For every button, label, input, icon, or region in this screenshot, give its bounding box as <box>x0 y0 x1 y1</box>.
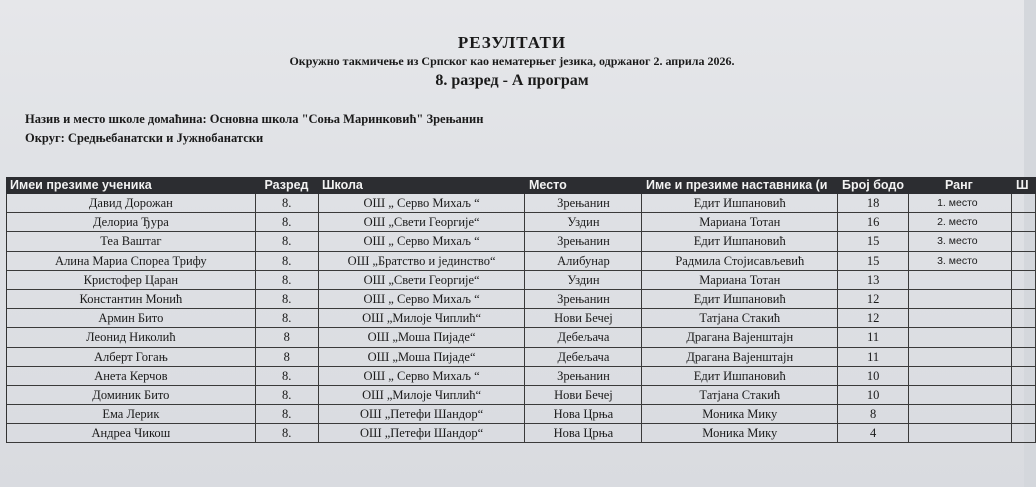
table-row <box>7 271 1036 290</box>
place-cell: Алибунар <box>525 252 642 270</box>
grade-heading: 8. разред - А програм <box>435 72 589 89</box>
points-cell: 8 <box>838 405 909 423</box>
points-cell: 13 <box>838 271 909 289</box>
district-line: Округ: Средњебанатски и Јужнобанатски <box>25 131 264 145</box>
teacher-cell: Радмила Стојисављевић <box>642 252 838 270</box>
table-body <box>6 194 1036 443</box>
place-cell: Уздин <box>525 271 642 289</box>
column-header-points: Број бодо <box>842 178 904 192</box>
extra-cell <box>1012 386 1036 404</box>
rank-cell: 3. место <box>909 232 1012 250</box>
grade-cell: 8. <box>256 386 319 404</box>
place-cell: Зрењанин <box>525 232 642 250</box>
school-cell: ОШ „Милоје Чиплић“ <box>319 386 526 404</box>
student-name-cell: Делориа Ђура <box>7 213 256 231</box>
extra-cell <box>1012 194 1036 212</box>
school-cell: ОШ „Свети Георгије“ <box>319 213 526 231</box>
student-name-cell: Давид Дорожан <box>7 194 256 212</box>
column-header-place: Место <box>529 178 567 192</box>
student-name-cell: Алина Мариа Спореа Трифу <box>7 252 256 270</box>
rank-cell <box>909 290 1012 308</box>
rank-cell: 3. место <box>909 252 1012 270</box>
teacher-cell: Едит Ишпановић <box>642 290 838 308</box>
teacher-cell: Моника Мику <box>642 405 838 423</box>
table-row <box>7 194 1036 213</box>
grade-cell: 8. <box>256 309 319 327</box>
school-cell: ОШ „Моша Пијаде“ <box>319 348 526 366</box>
extra-cell <box>1012 405 1036 423</box>
extra-cell <box>1012 232 1036 250</box>
rank-cell <box>909 386 1012 404</box>
school-cell: ОШ „ Серво Михаљ “ <box>319 367 526 385</box>
extra-cell <box>1012 309 1036 327</box>
points-cell: 12 <box>838 309 909 327</box>
grade-cell: 8 <box>256 348 319 366</box>
teacher-cell: Мариана Тотан <box>642 271 838 289</box>
rank-cell <box>909 309 1012 327</box>
column-header-school: Школа <box>322 178 363 192</box>
points-cell: 10 <box>838 386 909 404</box>
student-name-cell: Доминик Бито <box>7 386 256 404</box>
table-row <box>7 232 1036 251</box>
points-cell: 4 <box>838 424 909 442</box>
table-row <box>7 252 1036 271</box>
teacher-cell: Драгана Вајенштајн <box>642 348 838 366</box>
place-cell: Нова Црња <box>525 405 642 423</box>
student-name-cell: Ема Лерик <box>7 405 256 423</box>
rank-cell: 1. место <box>909 194 1012 212</box>
grade-cell: 8. <box>256 424 319 442</box>
place-cell: Зрењанин <box>525 194 642 212</box>
school-cell: ОШ „Свети Георгије“ <box>319 271 526 289</box>
points-cell: 18 <box>838 194 909 212</box>
school-cell: ОШ „Милоје Чиплић“ <box>319 309 526 327</box>
rank-cell <box>909 367 1012 385</box>
place-cell: Зрењанин <box>525 367 642 385</box>
competition-subtitle: Окружно такмичење из Српског као нематерњег језика, одржаног 2. априла 2026. <box>289 54 735 68</box>
rank-cell <box>909 405 1012 423</box>
points-cell: 11 <box>838 348 909 366</box>
teacher-cell: Едит Ишпановић <box>642 194 838 212</box>
student-name-cell: Алберт Гогањ <box>7 348 256 366</box>
school-cell: ОШ „Братство и јединство“ <box>319 252 526 270</box>
rank-cell <box>909 271 1012 289</box>
grade-cell: 8. <box>256 232 319 250</box>
teacher-cell: Едит Ишпановић <box>642 367 838 385</box>
points-cell: 11 <box>838 328 909 346</box>
table-row <box>7 386 1036 405</box>
student-name-cell: Анета Керчов <box>7 367 256 385</box>
points-cell: 16 <box>838 213 909 231</box>
school-cell: ОШ „Петефи Шандор“ <box>319 405 526 423</box>
school-cell: ОШ „Петефи Шандор“ <box>319 424 526 442</box>
teacher-cell: Мариана Тотан <box>642 213 838 231</box>
teacher-cell: Моника Мику <box>642 424 838 442</box>
teacher-cell: Татјана Стакић <box>642 309 838 327</box>
table-row <box>7 213 1036 232</box>
teacher-cell: Татјана Стакић <box>642 386 838 404</box>
points-cell: 15 <box>838 232 909 250</box>
school-cell: ОШ „ Серво Михаљ “ <box>319 194 526 212</box>
column-header-grade: Разред <box>264 178 309 192</box>
table-row <box>7 290 1036 309</box>
teacher-cell: Едит Ишпановић <box>642 232 838 250</box>
points-cell: 10 <box>838 367 909 385</box>
grade-cell: 8. <box>256 213 319 231</box>
place-cell: Уздин <box>525 213 642 231</box>
place-cell: Зрењанин <box>525 290 642 308</box>
extra-cell <box>1012 252 1036 270</box>
student-name-cell: Андреа Чикош <box>7 424 256 442</box>
place-cell: Нова Црња <box>525 424 642 442</box>
document-title: РЕЗУЛТАТИ <box>457 33 567 52</box>
table-row <box>7 424 1036 443</box>
student-name-cell: Кристофер Царан <box>7 271 256 289</box>
grade-cell: 8 <box>256 328 319 346</box>
student-name-cell: Леонид Николић <box>7 328 256 346</box>
extra-cell <box>1012 213 1036 231</box>
column-header-rank: Ранг <box>945 178 973 192</box>
extra-cell <box>1012 271 1036 289</box>
host-school: Назив и место школе домаћина: Основна школа "Соња Маринковић" Зрењанин <box>25 112 484 126</box>
grade-cell: 8. <box>256 194 319 212</box>
rank-cell: 2. место <box>909 213 1012 231</box>
column-header-teacher: Име и презиме наставника (и <box>646 178 828 192</box>
grade-cell: 8. <box>256 405 319 423</box>
student-name-cell: Теа Ваштаг <box>7 232 256 250</box>
place-cell: Дебељача <box>525 348 642 366</box>
column-header-student: Имеи презиме ученика <box>10 178 152 192</box>
extra-cell <box>1012 424 1036 442</box>
table-row <box>7 367 1036 386</box>
points-cell: 15 <box>838 252 909 270</box>
grade-cell: 8. <box>256 367 319 385</box>
results-table <box>6 177 1036 443</box>
place-cell: Нови Бечеј <box>525 309 642 327</box>
table-header <box>6 177 1036 194</box>
table-row <box>7 309 1036 328</box>
extra-cell <box>1012 348 1036 366</box>
school-cell: ОШ „ Серво Михаљ “ <box>319 232 526 250</box>
student-name-cell: Константин Монић <box>7 290 256 308</box>
rank-cell <box>909 328 1012 346</box>
table-row <box>7 348 1036 367</box>
place-cell: Нови Бечеј <box>525 386 642 404</box>
grade-cell: 8. <box>256 252 319 270</box>
table-row <box>7 328 1036 347</box>
points-cell: 12 <box>838 290 909 308</box>
extra-cell <box>1012 290 1036 308</box>
grade-cell: 8. <box>256 271 319 289</box>
teacher-cell: Драгана Вајенштајн <box>642 328 838 346</box>
rank-cell <box>909 424 1012 442</box>
grade-cell: 8. <box>256 290 319 308</box>
extra-cell <box>1012 328 1036 346</box>
extra-cell <box>1012 367 1036 385</box>
table-row <box>7 405 1036 424</box>
column-header-extra: Ш <box>1016 178 1029 192</box>
place-cell: Дебељача <box>525 328 642 346</box>
school-cell: ОШ „Моша Пијаде“ <box>319 328 526 346</box>
school-cell: ОШ „ Серво Михаљ “ <box>319 290 526 308</box>
student-name-cell: Армин Бито <box>7 309 256 327</box>
rank-cell <box>909 348 1012 366</box>
